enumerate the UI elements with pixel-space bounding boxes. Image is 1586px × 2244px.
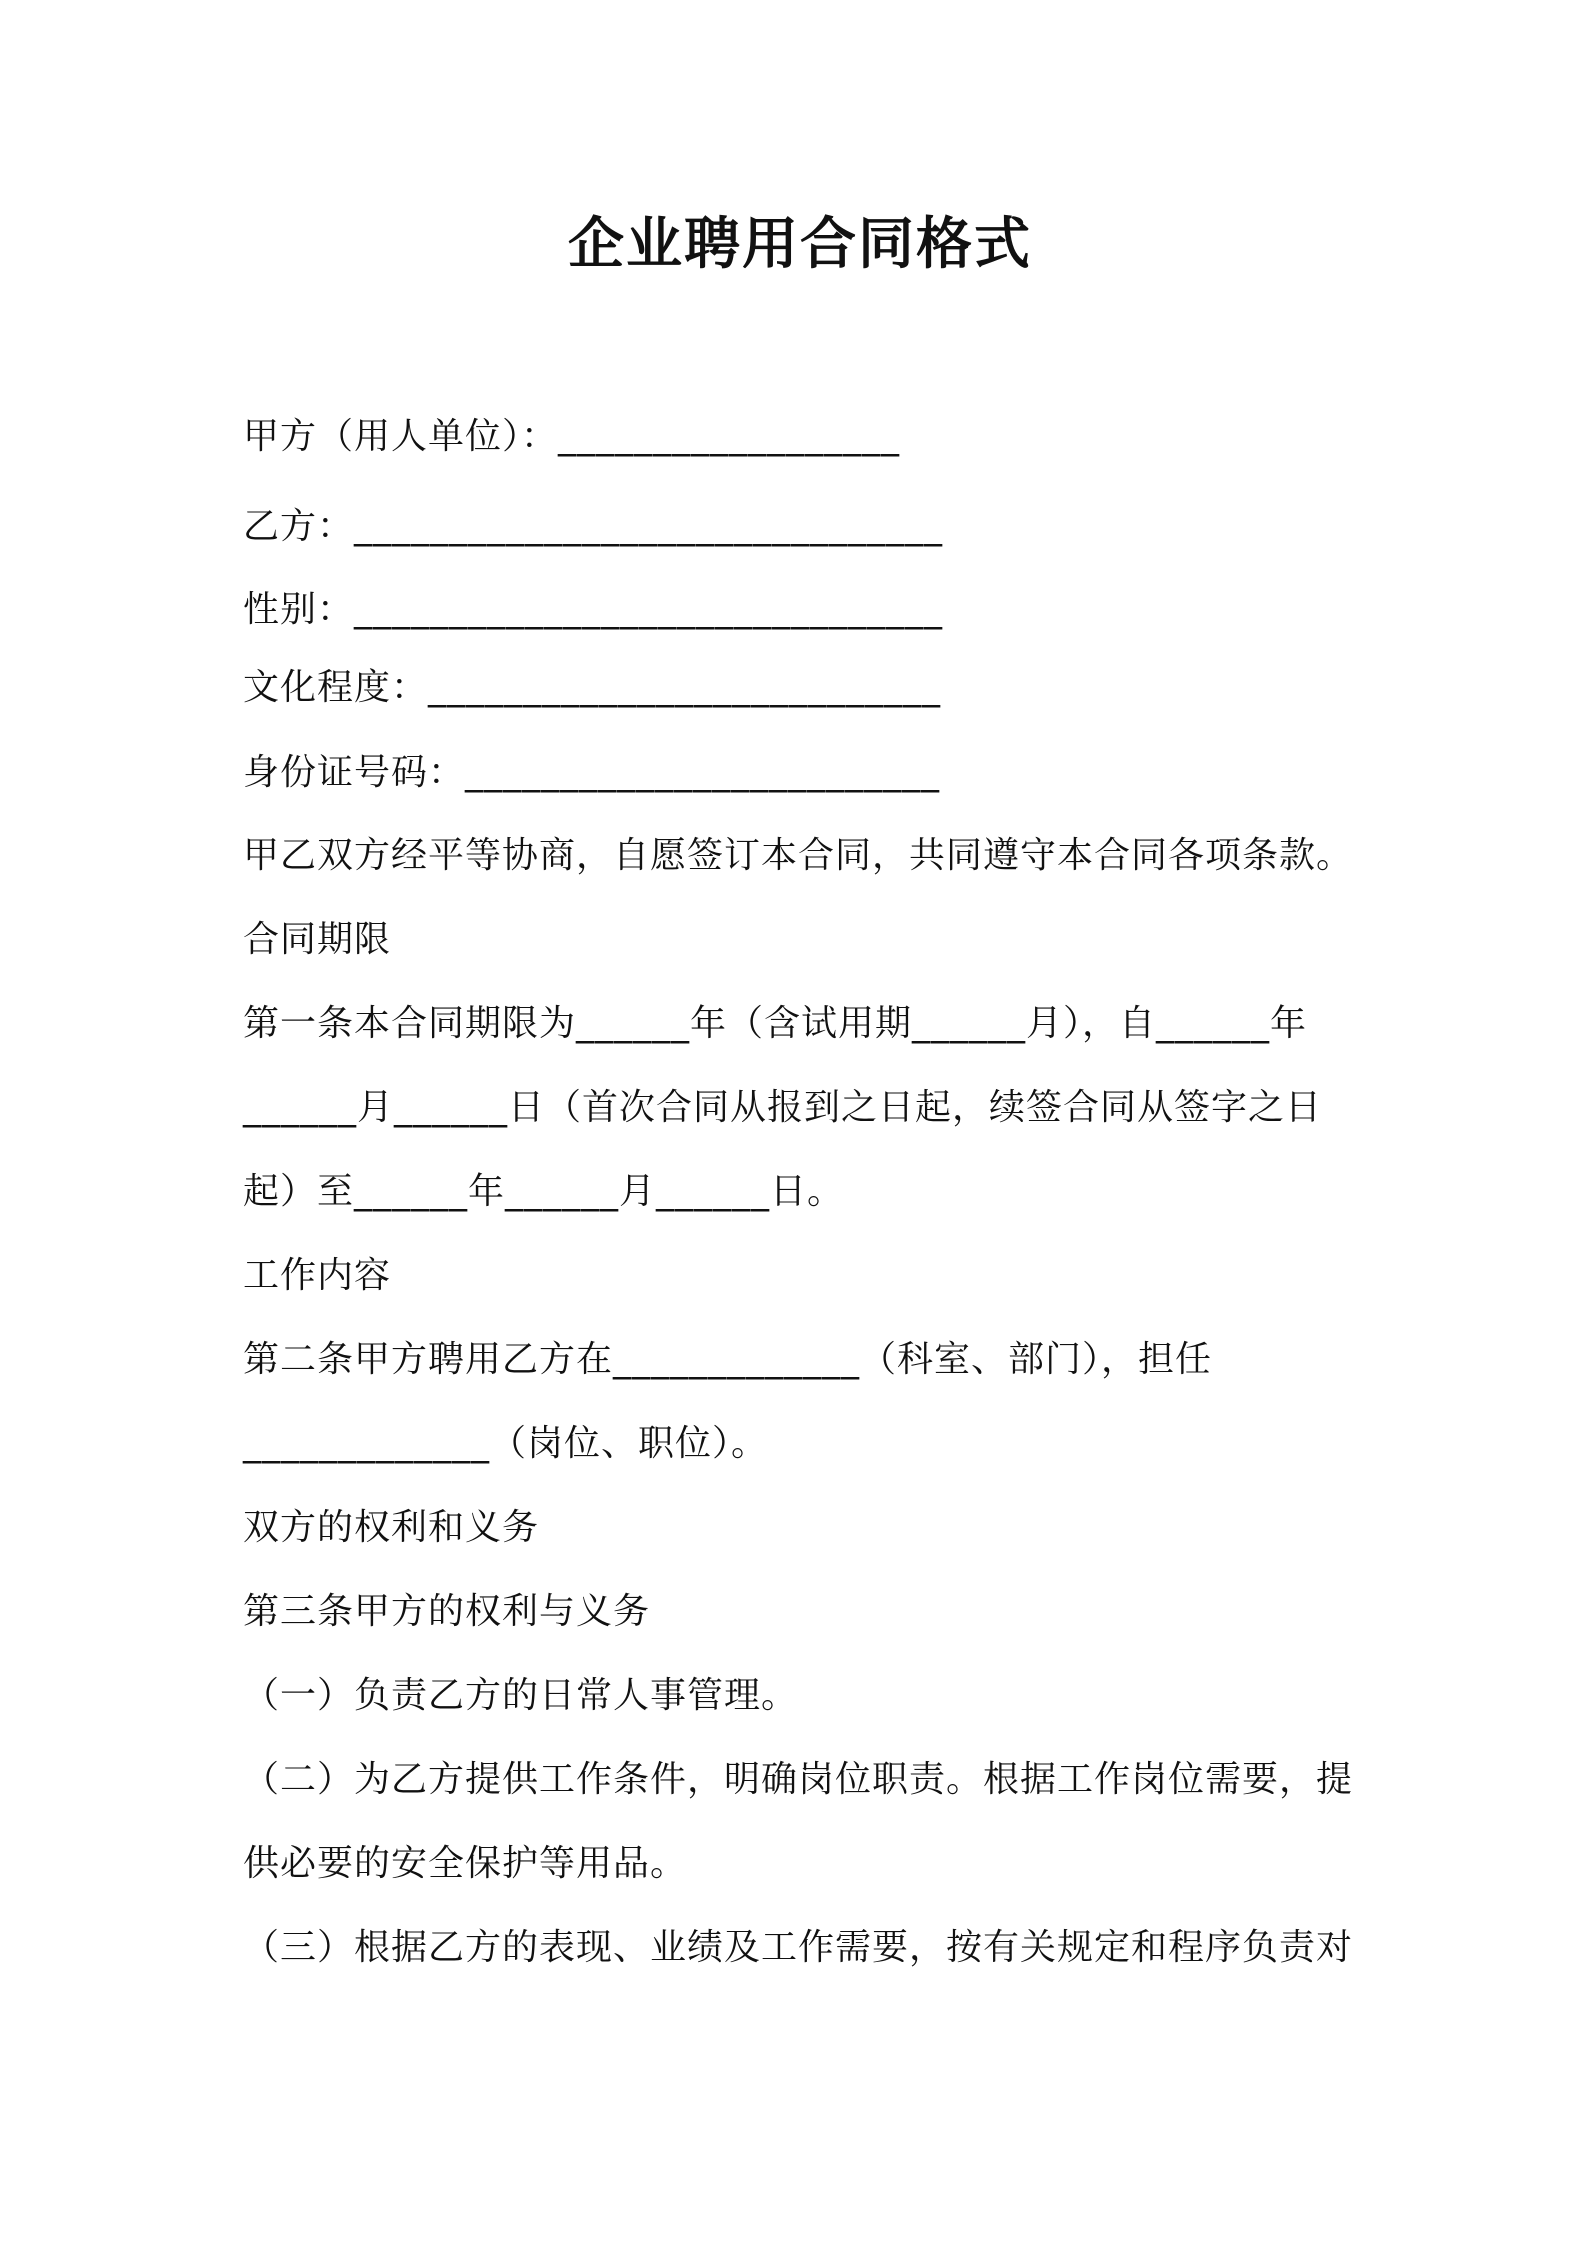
- party-a-field: 甲方（用人单位）：__________________: [243, 416, 901, 457]
- article-3-item-3-line-1: （三）根据乙方的表现、业绩及工作需要，按有关规定和程序负责对: [243, 1927, 1354, 1968]
- section-heading-term: 合同期限: [243, 919, 392, 960]
- gender-field: 性别：_______________________________: [243, 589, 944, 630]
- id-number-field: 身份证号码：_________________________: [243, 752, 941, 793]
- article-1-line-1: 第一条本合同期限为______年（含试用期______月），自______年: [243, 1003, 1308, 1044]
- document-title: 企业聘用合同格式: [568, 212, 1032, 277]
- article-2-line-2: _____________（岗位、职位）。: [243, 1423, 769, 1464]
- article-3-item-2-line-2: 供必要的安全保护等用品。: [243, 1843, 688, 1884]
- article-3-item-1: （一）负责乙方的日常人事管理。: [243, 1675, 799, 1716]
- article-2-line-1: 第二条甲方聘用乙方在_____________（科室、部门），担任: [243, 1339, 1213, 1380]
- article-3-item-2-line-1: （二）为乙方提供工作条件，明确岗位职责。根据工作岗位需要，提: [243, 1759, 1354, 1800]
- section-heading-work: 工作内容: [243, 1255, 392, 1296]
- article-1-line-3: 起）至______年______月______日。: [243, 1171, 845, 1212]
- intro-paragraph: 甲乙双方经平等协商，自愿签订本合同，共同遵守本合同各项条款。: [243, 835, 1354, 876]
- article-1-line-2: ______月______日（首次合同从报到之日起，续签合同从签字之日: [243, 1087, 1323, 1128]
- section-heading-rights: 双方的权利和义务: [243, 1507, 540, 1548]
- article-3-heading: 第三条甲方的权利与义务: [243, 1591, 651, 1632]
- education-field: 文化程度：___________________________: [243, 667, 942, 708]
- party-b-field: 乙方：_______________________________: [243, 506, 944, 547]
